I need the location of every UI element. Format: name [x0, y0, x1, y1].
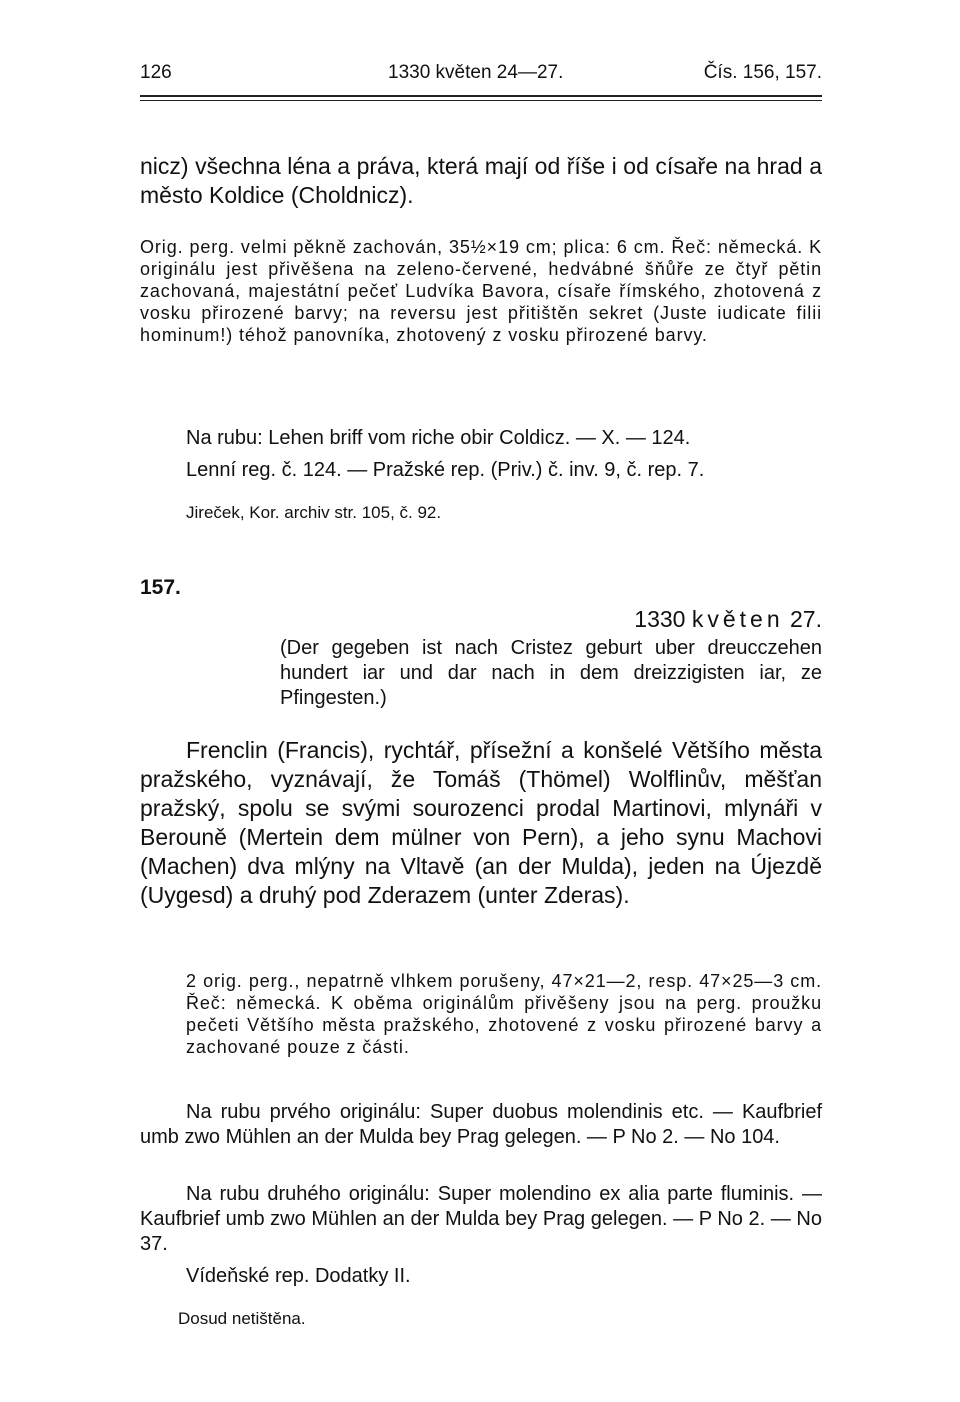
doc157-date: [634, 606, 822, 633]
header-document-numbers: Čís. 156, 157.: [703, 62, 822, 83]
doc156-register: Lenní reg. č. 124. — Pražské rep. (Priv.) č. inv. 9, č. rep. 7.: [186, 459, 705, 481]
doc157-description: 2 orig. perg., nepatrně vlhkem porušeny, 47×21—2, resp. 47×25—3 cm. Řeč: německá. K oběma originálům přivěšeny jsou na perg. proužku pečeti Většího města pražského, zhotovené z vosku přirozené barvy a zachované pouze z části.: [186, 971, 822, 1057]
doc157-summary: Frenclin (Francis), rychtář, přísežní a konšelé Většího města pražského, vyznávají, že Tomáš (Thömel) Wolflinův, měšťan pražský, spolu se svými sourozenci prodal Martinovi, mlynáři v Berouně (Mertein dem mülner von Pern), a jeho synu Machovi (Machen) dva mlýny na Vltavě (an der Mulda), jeden na Újezdě (Uygesd) a druhý pod Zderazem (unter Zderas).: [140, 737, 822, 908]
doc157-date-month: květen: [691, 606, 784, 632]
doc157-verso-second: Na rubu druhého originálu: Super molendino ex alia parte fluminis. — Kaufbrief umb zwo Mühlen an der Mulda bey Prag gelegen. — P No 2. — No 37.: [140, 1183, 822, 1255]
doc156-literature: Jireček, Kor. archiv str. 105, č. 92.: [186, 503, 442, 522]
doc156-continuation: nicz) všechna léna a práva, která mají od říše i od císaře na hrad a město Koldice (Choldnicz).: [140, 153, 822, 208]
doc157-status: Dosud netištěna.: [178, 1309, 306, 1328]
page-number: 126: [140, 62, 172, 83]
doc157-repertory: Vídeňské rep. Dodatky II.: [186, 1265, 411, 1287]
doc157-number: 157.: [140, 576, 181, 599]
doc156-description: Orig. perg. velmi pěkně zachován, 35½×19 cm; plica: 6 cm. Řeč: německá. K originálu jest přivěšena na zeleno-červené, hedvábné šňůře ze čtyř pětin zachovaná, majestátní pečeť Ludvíka Bavora, císaře římského, zhotovená z vosku přirozené barvy; na reversu jest přitištěn sekret (Juste iudicate filii hominum!) téhož panovníka, zhotovený z vosku přirozené barvy.: [140, 237, 822, 345]
doc157-dating-clause: (Der gegeben ist nach Cristez geburt uber dreucczehen hundert iar und dar nach in dem dreizzigisten iar, ze Pfingesten.): [280, 637, 822, 709]
header-rule-thin: [140, 100, 822, 101]
doc157-date-day: 27.: [790, 606, 822, 632]
running-header: [140, 62, 822, 90]
doc157-date-year: 1330: [634, 606, 686, 632]
header-date: 1330 květen 24—27.: [388, 62, 564, 83]
doc157-verso-first: Na rubu prvého originálu: Super duobus molendinis etc. — Kaufbrief umb zwo Mühlen an der Mulda bey Prag gelegen. — P No 2. — No 104.: [140, 1101, 822, 1148]
header-rule-thick: [140, 95, 822, 97]
doc156-verso: Na rubu: Lehen briff vom riche obir Coldicz. — X. — 124.: [186, 427, 691, 449]
